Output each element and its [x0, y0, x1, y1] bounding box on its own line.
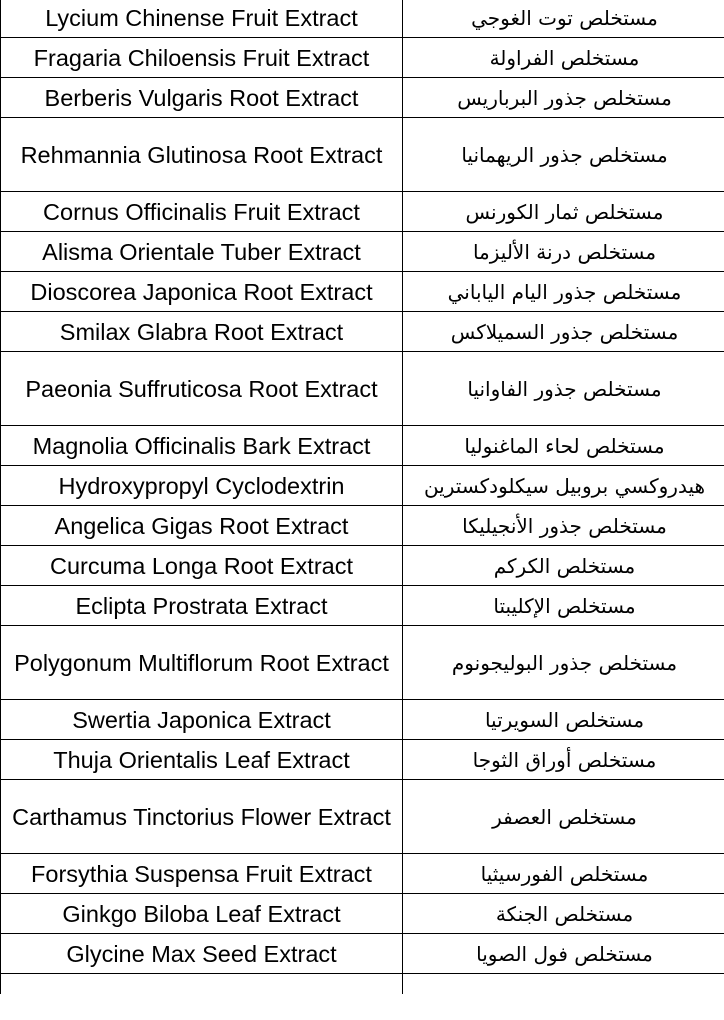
table-row: [1, 0, 724, 38]
arabic-name-cell: مستخلص العصفر: [403, 780, 724, 854]
arabic-name-cell: مستخلص لحاء الماغنوليا: [403, 426, 724, 466]
table-row: [1, 506, 724, 546]
table-row: [1, 466, 724, 506]
arabic-name-cell: مستخلص الكركم: [403, 546, 724, 586]
english-name-cell: Lycium Chinense Fruit Extract: [1, 0, 403, 38]
table-row: [1, 934, 724, 974]
table-row: [1, 740, 724, 780]
table-row: [1, 312, 724, 352]
table-row: [1, 626, 724, 700]
table-row: [1, 854, 724, 894]
table-row: [1, 272, 724, 312]
arabic-name-cell: مستخلص الجنكة: [403, 894, 724, 934]
english-name-cell: Angelica Gigas Root Extract: [1, 506, 403, 546]
table-row: [1, 78, 724, 118]
english-name-cell: Glycine Max Seed Extract: [1, 934, 403, 974]
arabic-name-cell: مستخلص جذور الأنجيليكا: [403, 506, 724, 546]
english-name-cell: Berberis Vulgaris Root Extract: [1, 78, 403, 118]
table-row: [1, 192, 724, 232]
table-row: [1, 352, 724, 426]
arabic-name-cell: مستخلص ثمار الكورنس: [403, 192, 724, 232]
arabic-name-cell: هيدروكسي بروبيل سيكلودكسترين: [403, 466, 724, 506]
english-name-cell: Fragaria Chiloensis Fruit Extract: [1, 38, 403, 78]
english-name-cell: Curcuma Longa Root Extract: [1, 546, 403, 586]
english-name-cell: Ginkgo Biloba Leaf Extract: [1, 894, 403, 934]
english-name-cell: Cornus Officinalis Fruit Extract: [1, 192, 403, 232]
table-row: [1, 38, 724, 78]
arabic-name-cell: مستخلص الفورسيثيا: [403, 854, 724, 894]
table-row: [1, 426, 724, 466]
arabic-name-cell: مستخلص أوراق الثوجا: [403, 740, 724, 780]
english-name-cell: Thuja Orientalis Leaf Extract: [1, 740, 403, 780]
english-name-cell: Swertia Japonica Extract: [1, 700, 403, 740]
table-row: [1, 586, 724, 626]
arabic-name-cell: مستخلص جذور الريهمانيا: [403, 118, 724, 192]
table-body: [1, 0, 724, 994]
english-name-cell: Polygonum Multiflorum Root Extract: [1, 626, 403, 700]
arabic-name-cell: مستخلص توت الغوجي: [403, 0, 724, 38]
english-name-cell: Forsythia Suspensa Fruit Extract: [1, 854, 403, 894]
english-name-cell-empty: [1, 974, 403, 994]
arabic-name-cell: مستخلص جذور السميلاكس: [403, 312, 724, 352]
english-name-cell: Rehmannia Glutinosa Root Extract: [1, 118, 403, 192]
english-name-cell: Alisma Orientale Tuber Extract: [1, 232, 403, 272]
arabic-name-cell: مستخلص درنة الأليزما: [403, 232, 724, 272]
english-name-cell: Paeonia Suffruticosa Root Extract: [1, 352, 403, 426]
english-name-cell: Dioscorea Japonica Root Extract: [1, 272, 403, 312]
table-row: [1, 894, 724, 934]
arabic-name-cell: مستخلص جذور البرباريس: [403, 78, 724, 118]
table-row-partial: [1, 974, 724, 994]
arabic-name-cell: مستخلص جذور اليام الياباني: [403, 272, 724, 312]
table-row: [1, 700, 724, 740]
table-row: [1, 780, 724, 854]
table-row: [1, 232, 724, 272]
arabic-name-cell: مستخلص فول الصويا: [403, 934, 724, 974]
arabic-name-cell: مستخلص الإكليبتا: [403, 586, 724, 626]
english-name-cell: Eclipta Prostrata Extract: [1, 586, 403, 626]
table-row: [1, 546, 724, 586]
arabic-name-cell: مستخلص السويرتيا: [403, 700, 724, 740]
arabic-name-cell: مستخلص الفراولة: [403, 38, 724, 78]
english-name-cell: Smilax Glabra Root Extract: [1, 312, 403, 352]
table-row: [1, 118, 724, 192]
arabic-name-cell: مستخلص جذور البوليجونوم: [403, 626, 724, 700]
arabic-name-cell: مستخلص جذور الفاوانيا: [403, 352, 724, 426]
arabic-name-cell-empty: [403, 974, 724, 994]
english-name-cell: Carthamus Tinctorius Flower Extract: [1, 780, 403, 854]
english-name-cell: Magnolia Officinalis Bark Extract: [1, 426, 403, 466]
english-name-cell: Hydroxypropyl Cyclodextrin: [1, 466, 403, 506]
